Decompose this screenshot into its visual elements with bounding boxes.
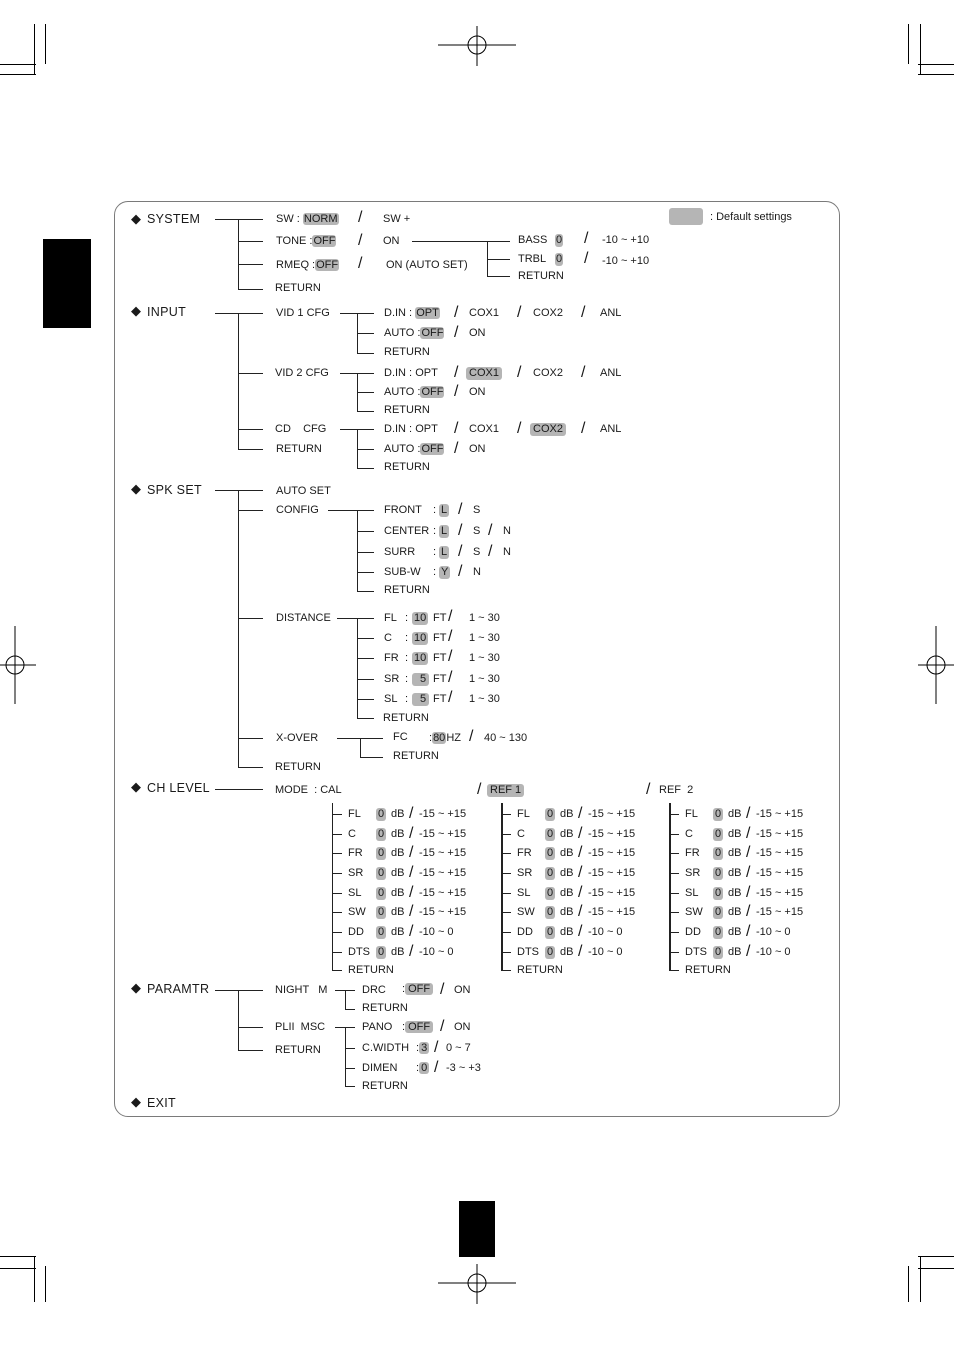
- registration-mark-bottom: [438, 1264, 516, 1304]
- slash-separator: /: [746, 805, 751, 822]
- channel-return: RETURN: [517, 964, 563, 976]
- channel-range: -15 ~ +15: [419, 867, 467, 879]
- channel-label: FL: [685, 808, 698, 820]
- channel-unit: dB: [728, 847, 742, 859]
- channel-default: 0: [378, 867, 385, 879]
- channel-default: 0: [378, 808, 385, 820]
- channel-unit: dB: [560, 926, 574, 938]
- channel-return: RETURN: [685, 964, 731, 976]
- channel-range: -10 ~ 0: [756, 946, 791, 958]
- channel-default: 0: [378, 887, 385, 899]
- channel-label: C: [348, 828, 356, 840]
- channel-unit: dB: [728, 867, 742, 879]
- channel-label: DD: [348, 926, 364, 938]
- slash-separator: /: [746, 903, 751, 920]
- channel-label: FL: [517, 808, 530, 820]
- channel-unit: dB: [560, 867, 574, 879]
- channel-range: -15 ~ +15: [419, 808, 467, 820]
- channel-range: -15 ~ +15: [419, 887, 467, 899]
- slash-separator: /: [746, 943, 751, 960]
- channel-default: 0: [547, 906, 554, 918]
- diamond-icon: ◆: [131, 779, 141, 794]
- channel-default: 0: [547, 887, 554, 899]
- tone-alt: ON: [383, 235, 400, 247]
- channel-label: DTS: [517, 946, 539, 958]
- channel-label: SW: [517, 906, 535, 918]
- channel-default: 0: [547, 808, 554, 820]
- slash-separator: /: [578, 864, 583, 881]
- channel-unit: dB: [560, 828, 574, 840]
- channel-label: DD: [685, 926, 701, 938]
- channel-unit: dB: [728, 828, 742, 840]
- slash-separator: /: [409, 923, 414, 940]
- registration-mark-right: [918, 626, 954, 704]
- slash-separator: /: [746, 884, 751, 901]
- bass-range: -10 ~ +10: [602, 234, 650, 246]
- channel-range: -15 ~ +15: [756, 828, 804, 840]
- vid1-din: D.IN : OPT: [384, 307, 439, 319]
- channel-default: 0: [715, 867, 722, 879]
- channel-default: 0: [715, 887, 722, 899]
- input-return: RETURN: [276, 443, 322, 455]
- registration-mark-left: [0, 626, 36, 704]
- sw-alt: SW +: [383, 213, 411, 225]
- slash-separator: /: [578, 943, 583, 960]
- channel-default: 0: [547, 946, 554, 958]
- channel-label: C: [517, 828, 525, 840]
- channel-label: SL: [517, 887, 531, 899]
- channel-range: -15 ~ +15: [588, 887, 636, 899]
- channel-range: -15 ~ +15: [588, 847, 636, 859]
- diamond-icon: ◆: [131, 481, 141, 496]
- channel-range: -15 ~ +15: [588, 828, 636, 840]
- slash-separator: /: [409, 943, 414, 960]
- channel-label: FL: [348, 808, 361, 820]
- rmeq-label: RMEQ :OFF: [276, 259, 339, 271]
- channel-label: SW: [685, 906, 703, 918]
- channel-range: -15 ~ +15: [756, 887, 804, 899]
- channel-default: 0: [715, 847, 722, 859]
- slash-separator: /: [578, 844, 583, 861]
- side-tab-block: [43, 239, 91, 328]
- channel-label: DTS: [685, 946, 707, 958]
- channel-range: -15 ~ +15: [756, 867, 804, 879]
- legend-label: : Default settings: [710, 211, 792, 223]
- channel-range: -10 ~ 0: [419, 946, 454, 958]
- channel-range: -10 ~ 0: [756, 926, 791, 938]
- channel-range: -15 ~ +15: [419, 847, 467, 859]
- slash-separator: /: [409, 864, 414, 881]
- slash-separator: /: [746, 923, 751, 940]
- trbl-range: -10 ~ +10: [602, 255, 650, 267]
- slash-separator: /: [578, 825, 583, 842]
- input-heading: INPUT: [147, 305, 186, 319]
- channel-unit: dB: [560, 847, 574, 859]
- vid1-cfg: VID 1 CFG: [276, 307, 330, 319]
- channel-unit: dB: [728, 906, 742, 918]
- channel-range: -15 ~ +15: [756, 847, 804, 859]
- system-heading: SYSTEM: [147, 212, 201, 226]
- spk-heading: SPK SET: [147, 483, 202, 497]
- channel-label: SW: [348, 906, 366, 918]
- slash-separator: /: [409, 903, 414, 920]
- channel-default: 0: [715, 828, 722, 840]
- rmeq-default: OFF: [316, 259, 339, 271]
- channel-label: C: [685, 828, 693, 840]
- slash-separator: /: [578, 884, 583, 901]
- vid2-cfg: VID 2 CFG: [275, 367, 329, 379]
- page-number-block: [459, 1201, 495, 1257]
- channel-unit: dB: [728, 887, 742, 899]
- channel-unit: dB: [728, 946, 742, 958]
- channel-range: -15 ~ +15: [756, 808, 804, 820]
- channel-unit: dB: [391, 867, 405, 879]
- channel-default: 0: [547, 926, 554, 938]
- channel-unit: dB: [391, 946, 405, 958]
- channel-default: 0: [378, 847, 385, 859]
- slash-separator: /: [578, 923, 583, 940]
- exit-heading: EXIT: [147, 1096, 176, 1110]
- trbl-label: TRBL: [518, 253, 547, 265]
- trbl-default: 0: [556, 253, 563, 265]
- channel-unit: dB: [391, 926, 405, 938]
- diamond-icon: ◆: [131, 980, 141, 995]
- channel-default: 0: [547, 828, 554, 840]
- channel-unit: dB: [391, 906, 405, 918]
- diamond-icon: ◆: [131, 1094, 141, 1109]
- channel-label: SL: [685, 887, 699, 899]
- system-return: RETURN: [275, 282, 321, 294]
- channel-default: 0: [715, 906, 722, 918]
- vid2-din: D.IN : OPT: [384, 367, 438, 379]
- slash-separator: /: [746, 825, 751, 842]
- channel-unit: dB: [728, 926, 742, 938]
- channel-unit: dB: [560, 946, 574, 958]
- cd-cfg: CD CFG: [275, 423, 327, 435]
- slash-separator: /: [578, 903, 583, 920]
- tone-return: RETURN: [518, 270, 564, 282]
- diamond-icon: ◆: [131, 211, 141, 226]
- bass-label: BASS: [518, 234, 548, 246]
- channel-label: DD: [517, 926, 533, 938]
- slash-separator: /: [409, 844, 414, 861]
- channel-default: 0: [547, 847, 554, 859]
- channel-label: SL: [348, 887, 362, 899]
- channel-range: -15 ~ +15: [588, 808, 636, 820]
- channel-range: -15 ~ +15: [756, 906, 804, 918]
- channel-label: FR: [348, 847, 363, 859]
- channel-unit: dB: [728, 808, 742, 820]
- channel-range: -10 ~ 0: [588, 946, 623, 958]
- channel-label: FR: [685, 847, 700, 859]
- channel-unit: dB: [560, 906, 574, 918]
- registration-mark-top: [438, 26, 516, 66]
- bass-default: 0: [556, 234, 563, 246]
- slash-separator: /: [578, 805, 583, 822]
- rmeq-alt: ON (AUTO SET): [386, 259, 468, 271]
- tone-default: OFF: [313, 235, 336, 247]
- slash-separator: /: [409, 884, 414, 901]
- channel-label: DTS: [348, 946, 370, 958]
- channel-default: 0: [378, 906, 385, 918]
- channel-default: 0: [378, 926, 385, 938]
- slash-separator: /: [409, 805, 414, 822]
- channel-unit: dB: [391, 887, 405, 899]
- channel-return: RETURN: [348, 964, 394, 976]
- cd-din: D.IN : OPT: [384, 423, 438, 435]
- channel-range: -15 ~ +15: [588, 867, 636, 879]
- default-swatch: [669, 208, 703, 225]
- sw-label: SW : NORM: [276, 213, 338, 225]
- channel-label: FR: [517, 847, 532, 859]
- channel-default: 0: [715, 808, 722, 820]
- channel-range: -15 ~ +15: [419, 828, 467, 840]
- channel-label: SR: [517, 867, 533, 879]
- channel-unit: dB: [391, 828, 405, 840]
- chlevel-heading: CH LEVEL: [147, 781, 210, 795]
- tone-label: TONE :OFF: [276, 235, 336, 247]
- channel-label: SR: [348, 867, 364, 879]
- cd-auto: AUTO :OFF: [384, 443, 444, 455]
- channel-label: SR: [685, 867, 701, 879]
- sw-default: NORM: [303, 213, 338, 225]
- channel-default: 0: [378, 828, 385, 840]
- channel-default: 0: [547, 867, 554, 879]
- channel-unit: dB: [391, 808, 405, 820]
- slash-separator: /: [746, 864, 751, 881]
- channel-range: -15 ~ +15: [588, 906, 636, 918]
- paramtr-heading: PARAMTR: [147, 982, 210, 996]
- channel-unit: dB: [391, 847, 405, 859]
- channel-default: 0: [715, 946, 722, 958]
- vid2-auto: AUTO :OFF: [384, 386, 444, 398]
- slash-separator: /: [409, 825, 414, 842]
- channel-unit: dB: [560, 887, 574, 899]
- channel-default: 0: [378, 946, 385, 958]
- channel-default: 0: [715, 926, 722, 938]
- vid1-auto: AUTO :OFF: [384, 327, 444, 339]
- channel-unit: dB: [560, 808, 574, 820]
- slash-separator: /: [746, 844, 751, 861]
- diamond-icon: ◆: [131, 303, 141, 318]
- channel-range: -15 ~ +15: [419, 906, 467, 918]
- channel-range: -10 ~ 0: [588, 926, 623, 938]
- channel-range: -10 ~ 0: [419, 926, 454, 938]
